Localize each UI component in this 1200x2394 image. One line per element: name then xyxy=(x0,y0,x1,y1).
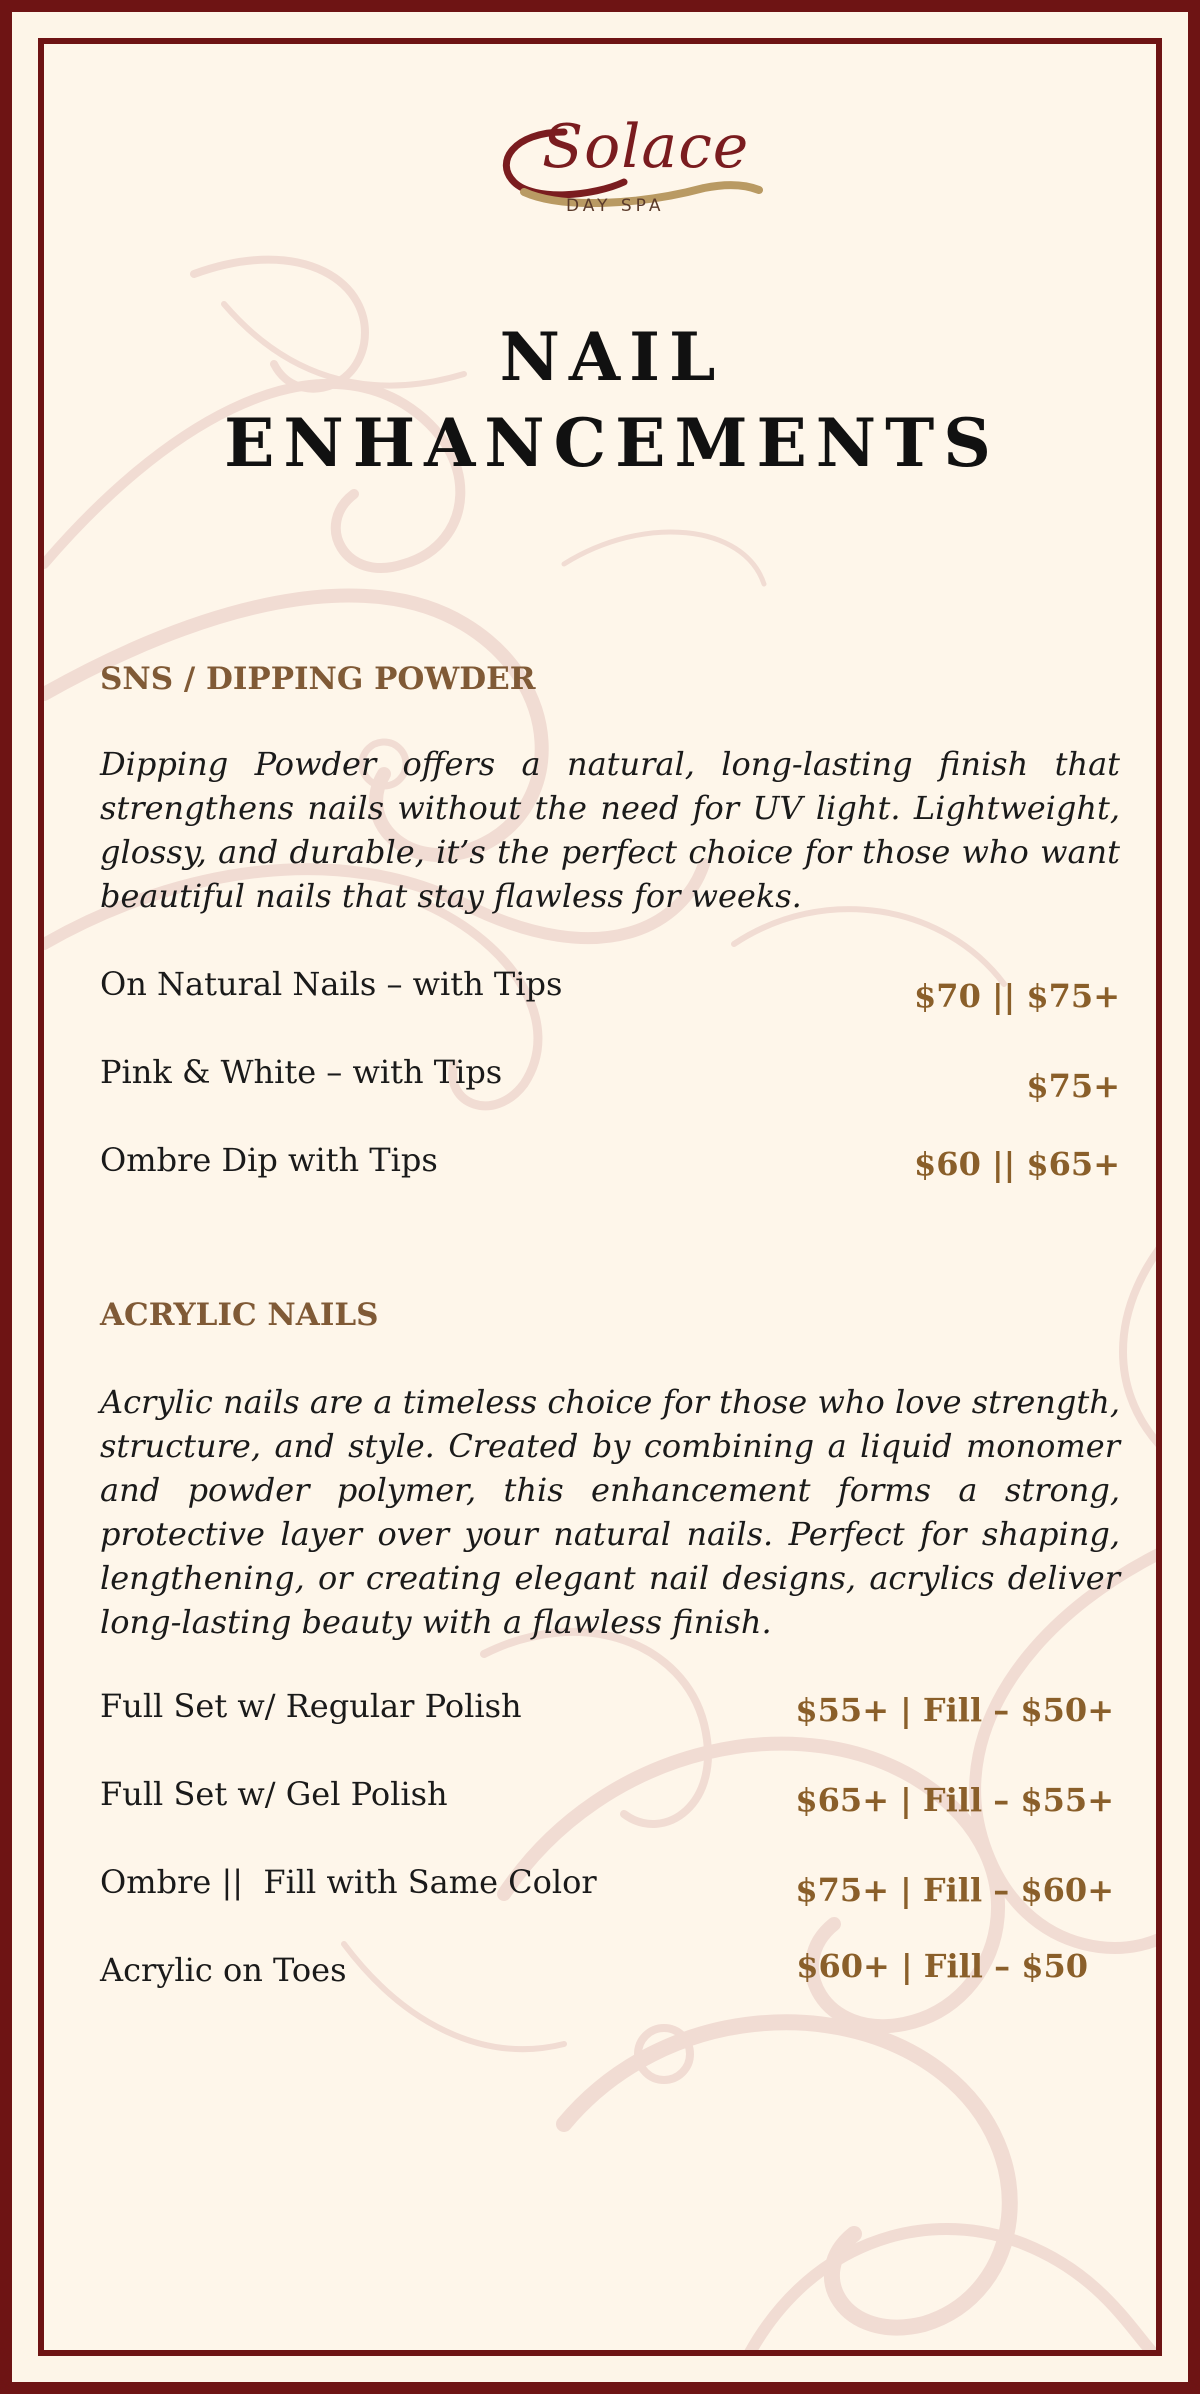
service-item-name: Acrylic on Toes xyxy=(100,1951,347,1989)
service-item-price: $75+ xyxy=(1026,1067,1120,1105)
service-item-name: Pink & White – with Tips xyxy=(100,1053,503,1091)
section-description-acrylic-nails: Acrylic nails are a timeless choice for those who love strength, structure, and style. Created by combining a liquid monomer and powder polymer, this enhancement forms a strong, protective layer over your natural nails. Perfect for shaping, lengthening, or creating elegant nail designs, acrylics deliver long-lasting beauty with a flawless finish. xyxy=(100,1383,1120,1641)
service-item-name: Ombre Dip with Tips xyxy=(100,1141,438,1179)
service-item-price: $70 || $75+ xyxy=(914,977,1120,1015)
page-title-line-2: ENHANCEMENTS xyxy=(224,404,1000,482)
logo-subtitle: DAY SPA xyxy=(566,196,665,216)
solace-logo xyxy=(474,92,774,222)
service-item-name: Full Set w/ Regular Polish xyxy=(100,1687,522,1725)
section-heading-acrylic-nails: ACRYLIC NAILS xyxy=(100,1297,379,1333)
service-item-price: $60+ | Fill – $50 xyxy=(796,1947,1088,1985)
page-title-line-1: NAIL xyxy=(499,318,725,396)
service-item-name: Full Set w/ Gel Polish xyxy=(100,1775,448,1813)
service-item-name: Ombre || Fill with Same Color xyxy=(100,1863,597,1901)
menu-content xyxy=(44,44,1162,2356)
service-item-price: $75+ | Fill – $60+ xyxy=(795,1871,1114,1909)
service-item-name: On Natural Nails – with Tips xyxy=(100,965,563,1003)
section-description-dipping-powder: Dipping Powder offers a natural, long-lasting finish that strengthens nails without the need for UV light. Lightweight, glossy, and durable, it’s the perfect choice for those who want beautiful nails that stay flawless for weeks. xyxy=(100,745,1120,915)
service-item-price: $55+ | Fill – $50+ xyxy=(795,1691,1114,1729)
service-item-price: $65+ | Fill – $55+ xyxy=(795,1781,1114,1819)
inner-frame xyxy=(38,38,1162,2356)
logo-wordmark: Solace xyxy=(542,112,750,182)
service-item-price: $60 || $65+ xyxy=(914,1145,1120,1183)
section-heading-dipping-powder: SNS / DIPPING POWDER xyxy=(100,661,536,697)
